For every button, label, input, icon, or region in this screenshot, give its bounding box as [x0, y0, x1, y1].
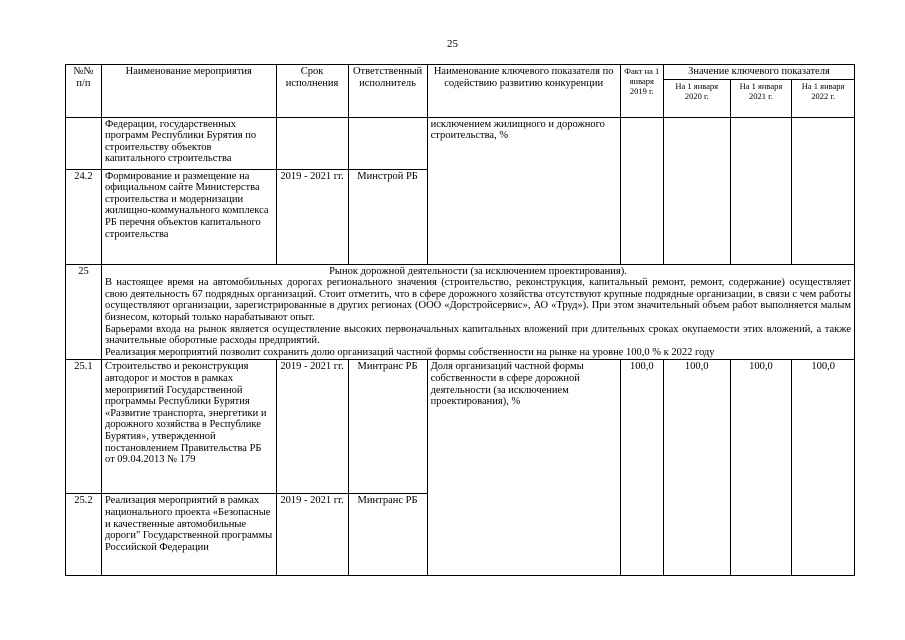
- table-row: [66, 117, 855, 169]
- cell-2021: [730, 117, 792, 264]
- section-paragraph: Барьерами входа на рынок является осуществление высоких первоначальных капитальных вложений при длительных сроках окупаемости этих вложений, а также значительные оборотные расходы предприятий.: [104, 323, 851, 347]
- col-header-term: Срок исполнения: [276, 65, 348, 118]
- cell-responsible: Минтранс РБ: [348, 494, 427, 576]
- section-row: [66, 264, 855, 360]
- cell-2022: [792, 117, 855, 264]
- cell-fact: [620, 117, 663, 264]
- cell-term: 2019 - 2021 гг.: [276, 494, 348, 576]
- cell-term: 2019 - 2021 гг.: [276, 169, 348, 264]
- cell-num: 25.2: [66, 494, 102, 576]
- header-row: [66, 65, 855, 80]
- measures-table: [65, 64, 855, 576]
- cell-num: [66, 117, 102, 169]
- cell-responsible: Минстрой РБ: [348, 169, 427, 264]
- cell-event: Федерации, государственных программ Республики Бурятия по строительству объектов капитального строительства: [101, 117, 276, 169]
- page-number: 25: [447, 38, 458, 50]
- col-header-2020: На 1 января 2020 г.: [663, 79, 730, 117]
- cell-event: Реализация мероприятий в рамках национального проекта «Безопасные и качественные автомобильные дороги" Государственной программы Российской Федерации: [101, 494, 276, 576]
- cell-event: Строительство и реконструкция автодорог и мостов в рамках мероприятий Государственной программы Республики Бурятия «Развитие транспорта, энергетики и дорожного хозяйства в Республике Бурятия», утвержденной постановлением Правительства РБ от 09.04.2013 № 179: [101, 360, 276, 494]
- col-header-responsible: Ответственный исполнитель: [348, 65, 427, 118]
- col-header-value-group: Значение ключевого показателя: [663, 65, 854, 80]
- cell-responsible: Минтранс РБ: [348, 360, 427, 494]
- cell-indicator: исключением жилищного и дорожного строительства, %: [427, 117, 620, 264]
- cell-responsible: [348, 117, 427, 169]
- col-header-2022: На 1 января 2022 г.: [792, 79, 855, 117]
- col-header-num: №№ п/п: [66, 65, 102, 118]
- cell-event: Формирование и размещение на официальном сайте Министерства строительства и модернизации жилищно-коммунального комплекса РБ перечня объектов капитального строительства: [101, 169, 276, 264]
- cell-term: [276, 117, 348, 169]
- cell-2020: 100,0: [663, 360, 730, 576]
- col-header-event: Наименование мероприятия: [101, 65, 276, 118]
- col-header-indicator: Наименование ключевого показателя по содействию развитию конкуренции: [427, 65, 620, 118]
- cell-num: 25.1: [66, 360, 102, 494]
- cell-num: 24.2: [66, 169, 102, 264]
- cell-fact: 100,0: [620, 360, 663, 576]
- cell-2020: [663, 117, 730, 264]
- table-row: [66, 360, 855, 494]
- section-num: 25: [66, 264, 102, 360]
- section-paragraph: Реализация мероприятий позволит сохранить долю организаций частной формы собственности на рынке на уровне 100,0 % к 2022 году: [104, 346, 715, 358]
- col-header-fact: Факт на 1 января 2019 г.: [620, 65, 663, 118]
- cell-indicator: Доля организаций частной формы собственности в сфере дорожной деятельности (за исключением проектирования), %: [427, 360, 620, 576]
- cell-2021: 100,0: [730, 360, 792, 576]
- section-paragraph: В настоящее время на автомобильных дорогах регионального значения (строительство, реконструкция, капитальный ремонт, ремонт, содержание) осуществляет свою деятельность 67 подрядных организаций. Стоит отметить, что в сфере дорожного хозяйства отсутствуют крупные подрядные организации, в связи с чем работы осуществляют организации, зарегистрированные в других регионах (ООО «Дорстройсервис», АО «Труд»). При этом значительный объем работ выполняется малым бизнесом, который только нарабатывают опыт.: [104, 277, 851, 323]
- col-header-2021: На 1 января 2021 г.: [730, 79, 792, 117]
- cell-2022: 100,0: [792, 360, 855, 576]
- cell-term: 2019 - 2021 гг.: [276, 360, 348, 494]
- section-text: [101, 264, 854, 360]
- section-title: Рынок дорожной деятельности (за исключением проектирования).: [329, 265, 627, 277]
